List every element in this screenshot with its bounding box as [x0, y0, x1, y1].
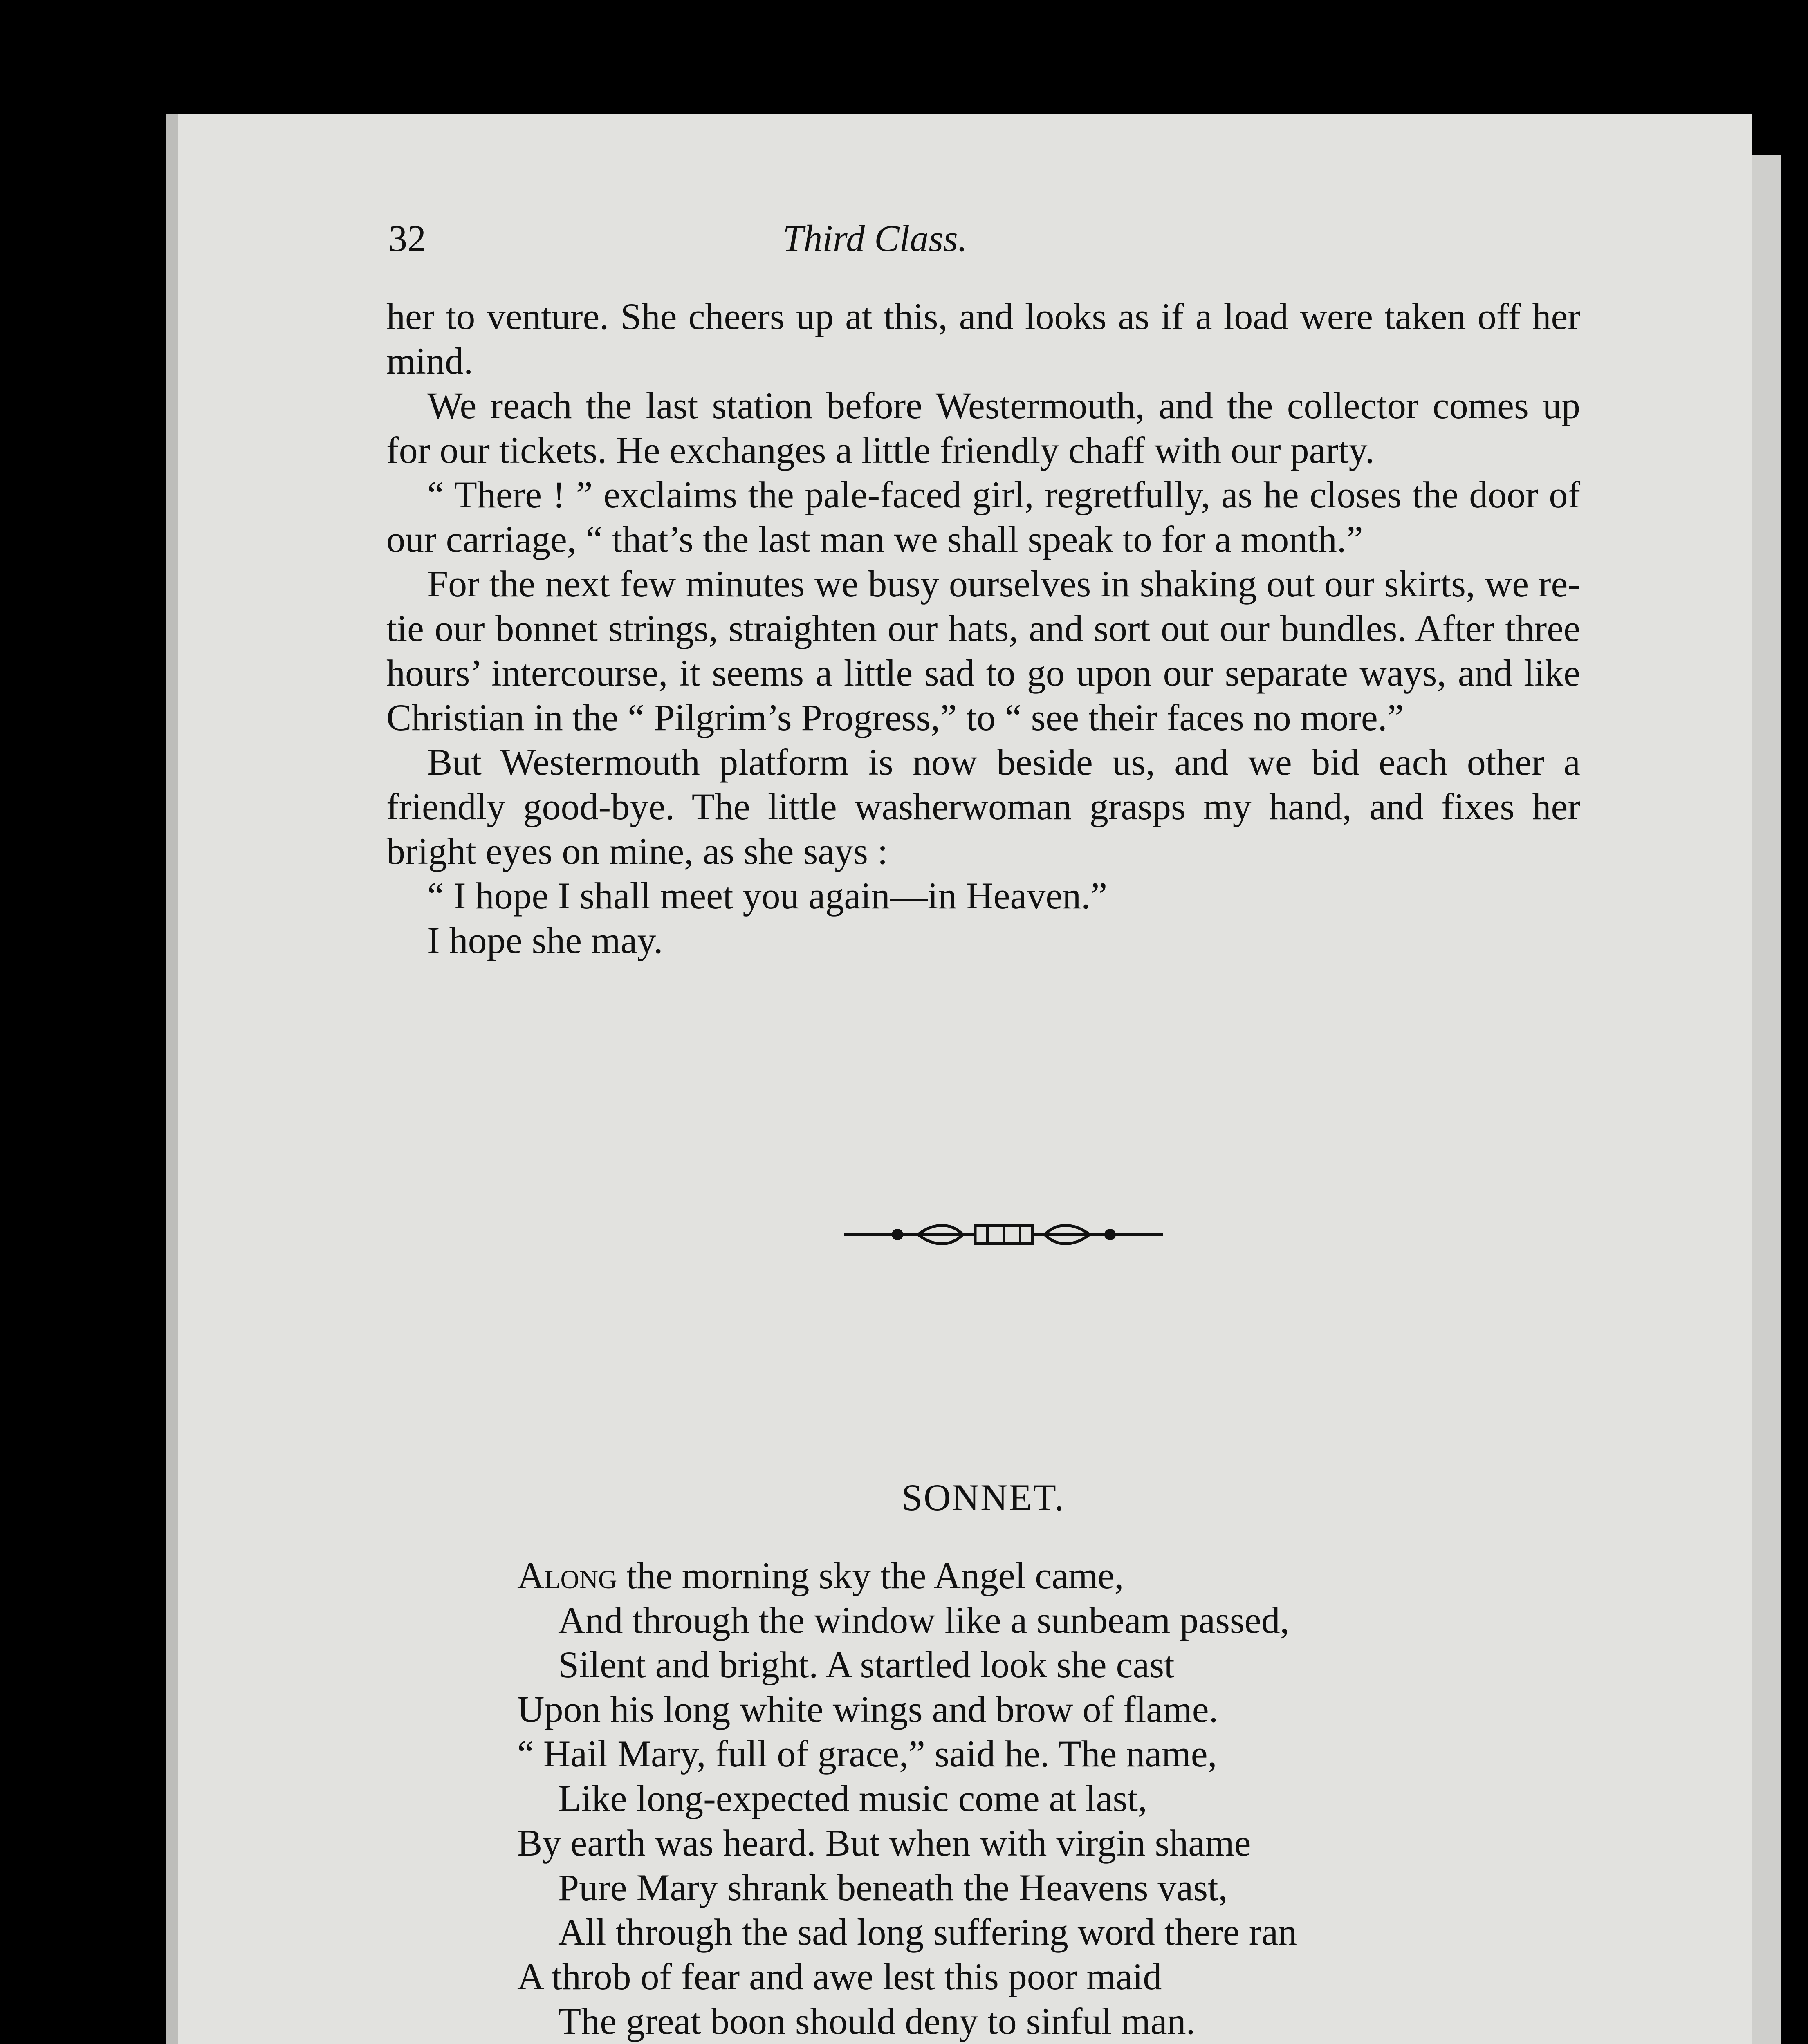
paragraph: “ There ! ” exclaims the pale-faced girl, regretfully, as he closes the door of our carriage, “ that’s the last man we shall speak to for a month.” — [386, 474, 1580, 560]
paragraph: “ I hope I shall meet you again—in Heaven.” — [427, 875, 1108, 917]
sonnet-title: SONNET. — [901, 1477, 1066, 1518]
paragraph: her to venture. She cheers up at this, and looks as if a load were taken off her mind. — [386, 296, 1580, 382]
poem-line: And through the window like a sunbeam passed, — [558, 1599, 1290, 1641]
running-title: Third Class. — [783, 217, 967, 259]
poem-line: Upon his long white wings and brow of flame. — [517, 1688, 1218, 1730]
prose-text — [386, 294, 1580, 963]
book-page — [166, 114, 1752, 2044]
paragraph: We reach the last station before Westermouth, and the collector comes up for our tickets. He exchanges a little friendly chaff with our party. — [386, 385, 1580, 471]
paragraph: I hope she may. — [427, 919, 663, 961]
section-divider-ornament — [844, 1218, 1163, 1251]
poem-line: “ Hail Mary, full of grace,” said he. The name, — [517, 1733, 1217, 1775]
poem-line: Pure Mary shrank beneath the Heavens vast, — [558, 1867, 1228, 1908]
poem-line: A throb of fear and awe lest this poor maid — [517, 1956, 1162, 1997]
page-gutter-shadow — [166, 114, 178, 2044]
paragraph: For the next few minutes we busy ourselves in shaking out our skirts, we re-tie our bonnet strings, straighten our hats, and sort out our bundles. After three hours’ intercourse, it seems a little sad to go upon our separate ways, and like Christian in the “ Pilgrim’s Progress,” to “ see their faces no more.” — [386, 563, 1580, 738]
poem-line: The great boon should deny to sinful man. — [558, 2000, 1196, 2042]
poem-line-text: the morning sky the Angel came, — [617, 1555, 1124, 1596]
poem-line: All through the sad long suffering word there ran — [558, 1911, 1297, 1953]
paragraph: But Westermouth platform is now beside us, and we bid each other a friendly good-bye. The little washerwoman grasps my hand, and fixes her bright eyes on mine, as she says : — [386, 741, 1580, 872]
poem-first-word: Along — [517, 1555, 617, 1596]
poem-line — [517, 1553, 1580, 1598]
next-page-edge — [1752, 155, 1781, 2044]
poem-line: Like long-expected music come at last, — [558, 1777, 1147, 1819]
poem-line: By earth was heard. But when with virgin shame — [517, 1822, 1251, 1864]
page-header — [388, 217, 1362, 266]
poem-line: Silent and bright. A startled look she cast — [558, 1644, 1175, 1685]
sonnet-poem — [517, 1553, 1580, 2044]
page-number: 32 — [388, 217, 426, 259]
